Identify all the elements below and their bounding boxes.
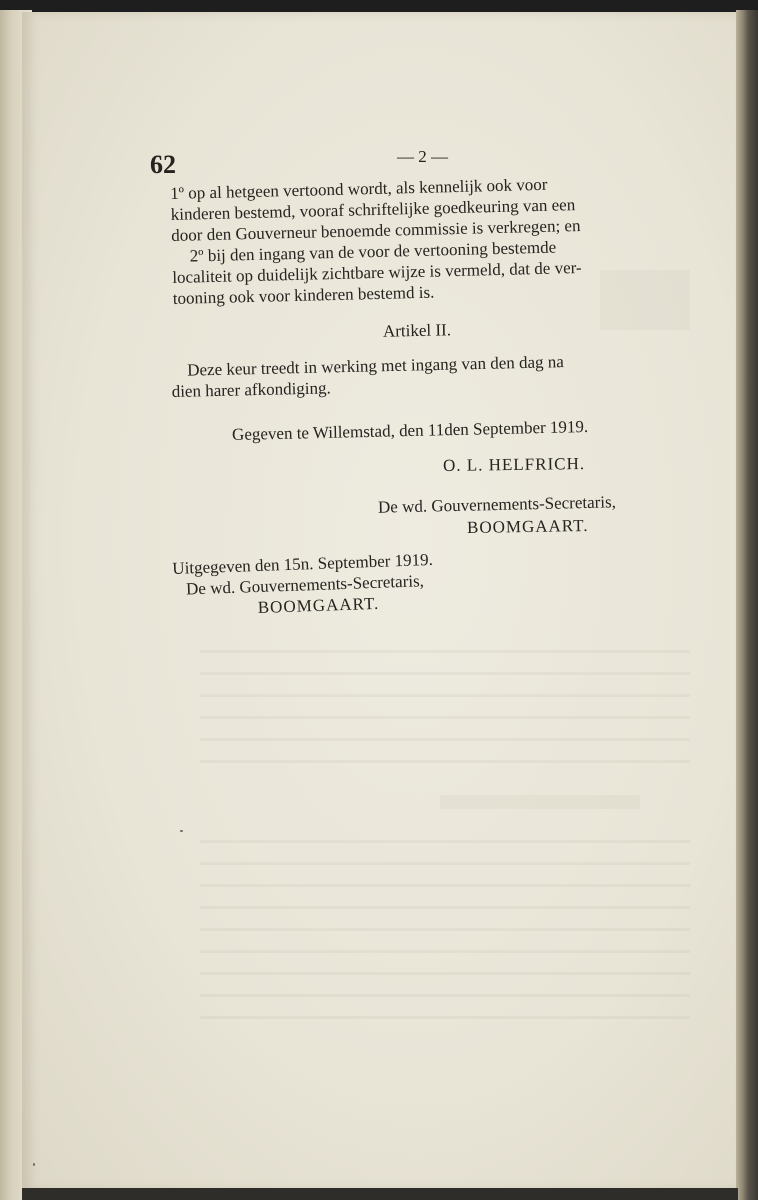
page-edge-bottom <box>22 1188 738 1200</box>
signatory: O. L. HELFRICH. <box>442 454 586 475</box>
page-sub-number: — 2 — <box>397 147 448 166</box>
scan-background-top <box>0 0 758 12</box>
secretary-name: BOOMGAART. <box>466 515 589 538</box>
text-line: door den Gouverneur benoemde commissie is verkregen; en <box>171 215 581 245</box>
text-line: BOOMGAART. <box>257 593 380 618</box>
given-line: Gegeven te Willemstad, den 11den September 1919. <box>231 416 589 445</box>
text-line: 2º bij den ingang van de voor de vertooning bestemde <box>189 237 557 266</box>
text-line: tooning ook voor kinderen bestemd is. <box>172 282 435 308</box>
text-line: Deze keur treedt in werking met ingang van den dag na <box>187 352 565 380</box>
text-line: Uitgegeven den 15n. September 1919. <box>172 549 434 578</box>
paper-speck <box>180 830 183 832</box>
article-heading: Artikel II. <box>382 320 452 341</box>
paragraph-effective <box>171 351 565 402</box>
paragraph-conditions <box>170 173 582 309</box>
secretary-title: De wd. Gouvernements-Secretaris, <box>377 492 617 517</box>
show-through-texture <box>200 840 690 1030</box>
page-number: 62 <box>150 150 176 179</box>
text-line: kinderen bestemd, vooraf schriftelijke goedkeuring van een <box>170 195 576 224</box>
show-through-texture <box>200 650 690 770</box>
show-through-mark <box>600 270 690 330</box>
text-line: dien harer afkondiging. <box>171 378 331 401</box>
text-line: 1º op al hetgeen vertoond wordt, als kennelijk ook voor <box>170 174 548 203</box>
publication-notice <box>172 549 435 621</box>
show-through-texture <box>440 795 640 809</box>
text-line: localiteit op duidelijk zichtbare wijze is vermeld, dat de ver- <box>172 257 582 287</box>
paper-speck <box>33 1163 35 1166</box>
text-line: De wd. Gouvernements-Secretaris, <box>185 571 425 599</box>
page-edge-right <box>736 10 758 1200</box>
